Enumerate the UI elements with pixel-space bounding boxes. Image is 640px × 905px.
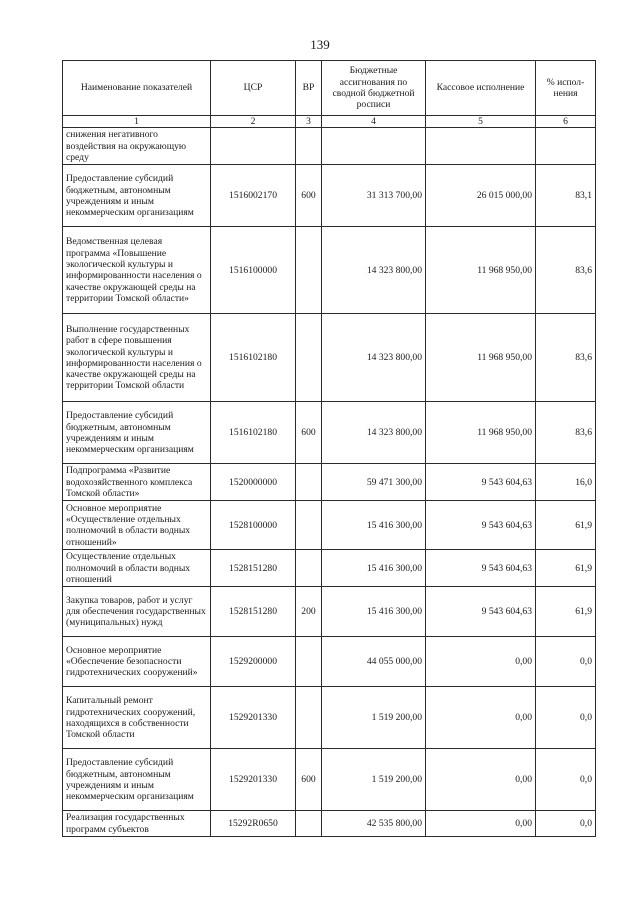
row-name: Осуществление отдельных полномочий в области водных отношений (63, 550, 211, 587)
row-csr: 1529201330 (211, 687, 296, 749)
row-allocations: 44 055 000,00 (322, 637, 426, 687)
row-csr: 1516100000 (211, 227, 296, 314)
table-row (63, 165, 596, 227)
row-vr: 600 (296, 165, 322, 227)
row-allocations: 59 471 300,00 (322, 464, 426, 501)
header-allocations: Бюджетные ассигнования по сводной бюджетной росписи (322, 61, 426, 116)
row-csr: 15292R0650 (211, 811, 296, 837)
row-vr (296, 501, 322, 550)
row-allocations (322, 128, 426, 165)
row-allocations: 14 323 800,00 (322, 402, 426, 464)
header-execution: Кассовое исполнение (426, 61, 536, 116)
row-vr (296, 811, 322, 837)
row-execution: 9 543 604,63 (426, 550, 536, 587)
row-csr: 1528151280 (211, 587, 296, 637)
row-percent: 0,0 (536, 811, 596, 837)
row-percent: 61,9 (536, 501, 596, 550)
row-allocations: 15 416 300,00 (322, 501, 426, 550)
row-execution (426, 128, 536, 165)
row-name: Подпрограмма «Развитие водохозяйственного комплекса Томской области» (63, 464, 211, 501)
header-name: Наименование показателей (63, 61, 211, 116)
row-csr: 1529201330 (211, 749, 296, 811)
row-execution: 11 968 950,00 (426, 227, 536, 314)
table-row (63, 749, 596, 811)
row-execution: 0,00 (426, 687, 536, 749)
row-vr: 600 (296, 402, 322, 464)
table-row (63, 464, 596, 501)
row-percent: 83,6 (536, 402, 596, 464)
row-execution: 9 543 604,63 (426, 501, 536, 550)
row-vr: 600 (296, 749, 322, 811)
row-vr (296, 637, 322, 687)
table-header-row (63, 61, 596, 116)
row-vr (296, 550, 322, 587)
row-percent: 0,0 (536, 637, 596, 687)
table-row (63, 314, 596, 402)
row-allocations: 1 519 200,00 (322, 687, 426, 749)
row-name: Реализация государственных программ субъектов (63, 811, 211, 837)
row-name: Основное мероприятие «Осуществление отдельных полномочий в области водных отношений» (63, 501, 211, 550)
row-allocations: 14 323 800,00 (322, 227, 426, 314)
column-number: 6 (536, 116, 596, 128)
row-allocations: 15 416 300,00 (322, 550, 426, 587)
row-vr (296, 128, 322, 165)
row-percent (536, 128, 596, 165)
row-name: Предоставление субсидий бюджетным, автономным учреждениям и иным некоммерческим организациям (63, 402, 211, 464)
table-row (63, 811, 596, 837)
table-row (63, 587, 596, 637)
row-percent: 16,0 (536, 464, 596, 501)
row-percent: 0,0 (536, 687, 596, 749)
row-percent: 61,9 (536, 587, 596, 637)
row-csr: 1516102180 (211, 314, 296, 402)
row-execution: 0,00 (426, 637, 536, 687)
row-percent: 83,1 (536, 165, 596, 227)
row-vr (296, 687, 322, 749)
row-name: Предоставление субсидий бюджетным, автономным учреждениям и иным некоммерческим организациям (63, 165, 211, 227)
row-name: Основное мероприятие «Обеспечение безопасности гидротехнических сооружений» (63, 637, 211, 687)
row-name: Предоставление субсидий бюджетным, автономным учреждениям и иным некоммерческим организациям (63, 749, 211, 811)
column-number: 2 (211, 116, 296, 128)
row-execution: 0,00 (426, 749, 536, 811)
column-number: 5 (426, 116, 536, 128)
row-csr: 1528100000 (211, 501, 296, 550)
row-name: Ведомственная целевая программа «Повышение экологической культуры и информированности населения о качестве окружающей среды на территории Томской области» (63, 227, 211, 314)
header-csr: ЦСР (211, 61, 296, 116)
table-row (63, 550, 596, 587)
row-execution: 0,00 (426, 811, 536, 837)
row-vr (296, 314, 322, 402)
row-vr (296, 464, 322, 501)
row-allocations: 31 313 700,00 (322, 165, 426, 227)
row-execution: 26 015 000,00 (426, 165, 536, 227)
row-csr: 1529200000 (211, 637, 296, 687)
row-name: Капитальный ремонт гидротехнических сооружений, находящихся в собственности Томской области (63, 687, 211, 749)
row-name: Закупка товаров, работ и услуг для обеспечения государственных (муниципальных) нужд (63, 587, 211, 637)
row-execution: 11 968 950,00 (426, 314, 536, 402)
row-csr: 1520000000 (211, 464, 296, 501)
row-allocations: 42 535 800,00 (322, 811, 426, 837)
row-vr (296, 227, 322, 314)
column-number: 1 (63, 116, 211, 128)
table-row (63, 227, 596, 314)
budget-execution-table (62, 60, 596, 837)
row-allocations: 15 416 300,00 (322, 587, 426, 637)
row-percent: 83,6 (536, 314, 596, 402)
row-csr: 1516102180 (211, 402, 296, 464)
column-number: 4 (322, 116, 426, 128)
row-vr: 200 (296, 587, 322, 637)
table-row (63, 687, 596, 749)
table-row (63, 128, 596, 165)
column-number: 3 (296, 116, 322, 128)
row-execution: 11 968 950,00 (426, 402, 536, 464)
row-csr (211, 128, 296, 165)
table-row (63, 402, 596, 464)
row-execution: 9 543 604,63 (426, 587, 536, 637)
row-name: снижения негативного воздействия на окружающую среду (63, 128, 211, 165)
row-percent: 83,6 (536, 227, 596, 314)
table-row (63, 637, 596, 687)
row-percent: 61,9 (536, 550, 596, 587)
row-allocations: 1 519 200,00 (322, 749, 426, 811)
column-number-row (63, 116, 596, 128)
header-vr: ВР (296, 61, 322, 116)
page-number: 139 (310, 37, 330, 52)
header-percent: % испол-нения (536, 61, 596, 116)
row-percent: 0,0 (536, 749, 596, 811)
row-name: Выполнение государственных работ в сфере повышения экологической культуры и информированности населения о качестве окружающей среды на территории Томской области (63, 314, 211, 402)
row-csr: 1528151280 (211, 550, 296, 587)
row-execution: 9 543 604,63 (426, 464, 536, 501)
row-allocations: 14 323 800,00 (322, 314, 426, 402)
table-row (63, 501, 596, 550)
row-csr: 1516002170 (211, 165, 296, 227)
